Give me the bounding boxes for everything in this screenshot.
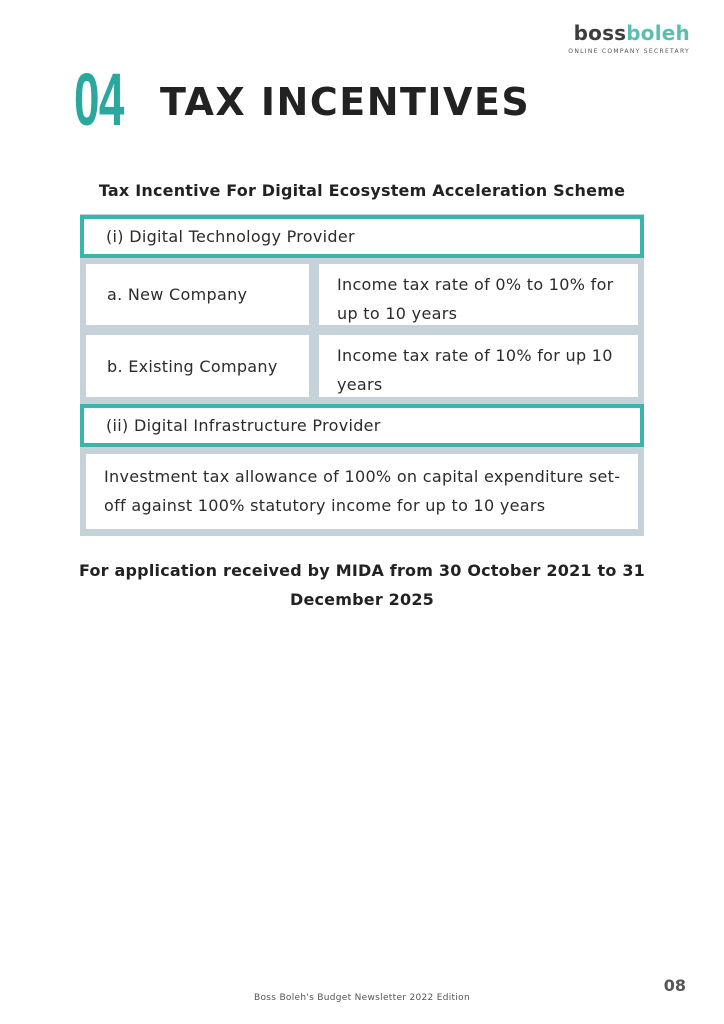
brand-logo bbox=[568, 22, 690, 55]
table-row-detail bbox=[319, 264, 638, 325]
table-header-digital-technology-provider: (i) Digital Technology Provider bbox=[80, 215, 644, 258]
logo-tagline: ONLINE COMPANY SECRETARY bbox=[568, 48, 690, 55]
section-title: TAX INCENTIVES bbox=[160, 80, 531, 124]
page-number: 08 bbox=[663, 976, 686, 995]
table-row-detail bbox=[319, 335, 638, 397]
row-label-existing-company: b. Existing Company bbox=[107, 356, 278, 376]
table-row-label bbox=[86, 335, 309, 397]
scheme-title: Tax Incentive For Digital Ecosystem Acceleration Scheme bbox=[98, 181, 626, 200]
infrastructure-detail-text: Investment tax allowance of 100% on capital expenditure set-off against 100% statutory income for up to 10 years bbox=[104, 467, 621, 515]
incentive-table bbox=[80, 214, 644, 536]
footer-text: Boss Boleh's Budget Newsletter 2022 Edition bbox=[254, 993, 470, 1003]
section-number: 04 bbox=[74, 58, 124, 141]
row-label-new-company: a. New Company bbox=[107, 285, 248, 304]
table-row-infrastructure-detail bbox=[86, 454, 638, 529]
row-detail-existing-company: Income tax rate of 10% for up 10 years bbox=[337, 346, 613, 394]
table-header-digital-infrastructure-provider: (ii) Digital Infrastructure Provider bbox=[80, 404, 644, 447]
table-row-label bbox=[86, 264, 309, 325]
application-period-note: For application received by MIDA from 30 October 2021 to 31 December 2025 bbox=[79, 561, 645, 609]
row-detail-new-company: Income tax rate of 0% to 10% for up to 10 years bbox=[337, 275, 614, 323]
logo-wordmark: bossboleh bbox=[573, 21, 690, 45]
